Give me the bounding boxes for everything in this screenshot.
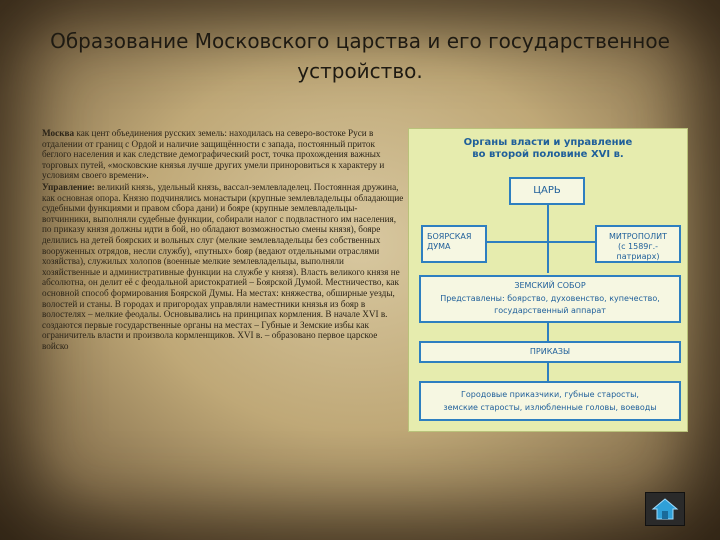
paragraph-government	[42, 182, 404, 352]
zemsky-sobor-box	[419, 275, 681, 323]
diagram-title	[409, 137, 687, 161]
diagram-title-line1: Органы власти и управление	[463, 137, 633, 148]
slide-title: Образование Московского царства и его государственное устройство.	[50, 29, 670, 83]
connector-tsar-vertical	[547, 205, 549, 273]
local-line1: Городовые приказчики, губные старосты,	[461, 390, 639, 399]
connector-horizontal	[471, 241, 595, 243]
duma-line2: ДУМА	[427, 242, 451, 251]
government-body: великий князь, удельный князь, вассал-землевладелец. Постоянная дружина, как основная опора. Князю подчинялись монастыри (крупные землевладельцы обладающие судебными функциями и правом сбора дани) и бояре (крупные землевладельцы-вотчинники, выполняли судебные функции, собирали налог с подвластного им населения, по приказу князя должны идти в бой, но обладают возможностью смены князя), бояре делились на детей боярских и вольных слуг (мелкие землевладельцы без собственных вооруженных отрядов, несли службу), «путных» бояр (ведают отдельными отраслями хозяйства), служилых холопов (военные мелкие землевладельцы, выполняли хозяйственные и административные функции на службе у князя). Власть великого князя не абсолютна, он делит её с феодальной аристократией – Боярской Думой. Местничество, как основной способ формирования Боярской Думы. На местах: княжества, обширные уезды, волостей и станы. В городах и пригородах управляли наместники князья из бояр в волостелях – мелкие феодалы. Основывались на принципах кормления. В начале XVI в. создаются первые государственные органы на местах – Губные и Земские избы как ограничитель власти и произвола кормленщиков. XVI в. – образовано первое царское войско	[42, 181, 404, 351]
duma-line1: БОЯРСКАЯ	[427, 232, 472, 241]
paragraph-moscow	[42, 128, 404, 181]
local-line2: земские старосты, излюбленные головы, воеводы	[443, 403, 657, 412]
body-text	[42, 128, 404, 352]
local-officials-box	[419, 381, 681, 421]
government-lead: Управление:	[42, 181, 95, 192]
metropolitan-line2: (с 1589г.-патриарх)	[616, 242, 660, 261]
tsar-box	[509, 177, 585, 205]
tsar-label: ЦАРЬ	[533, 185, 561, 196]
boyar-duma-box	[421, 225, 487, 263]
connector-prikazy-local	[547, 361, 549, 381]
sobor-line1: Представлены: боярство, духовенство, купечество,	[440, 294, 660, 303]
home-icon	[651, 497, 679, 521]
metropolitan-box	[595, 225, 681, 263]
prikazy-box	[419, 341, 681, 363]
sobor-line2: государственный аппарат	[494, 306, 606, 315]
government-diagram	[408, 128, 688, 432]
connector-sobor-prikazy	[547, 323, 549, 343]
diagram-title-line2: во второй половине XVI в.	[472, 149, 624, 160]
home-button[interactable]	[645, 492, 685, 526]
prikazy-label: ПРИКАЗЫ	[529, 347, 571, 356]
metropolitan-line1: МИТРОПОЛИТ	[608, 232, 668, 241]
sobor-title: ЗЕМСКИЙ СОБОР	[514, 281, 586, 290]
moscow-body: как цент объединения русских земель: находилась на северо-востоке Руси в отдалении от границ с Ордой и наличие защищённости с запада, постоянный приток беглого населения и как следствие демографический рост, точка прохождения важных торговых путей, «московские князья лучше других умели приноровиться к характеру и условиям своего времени».	[42, 128, 385, 181]
moscow-lead: Москва	[42, 128, 75, 138]
